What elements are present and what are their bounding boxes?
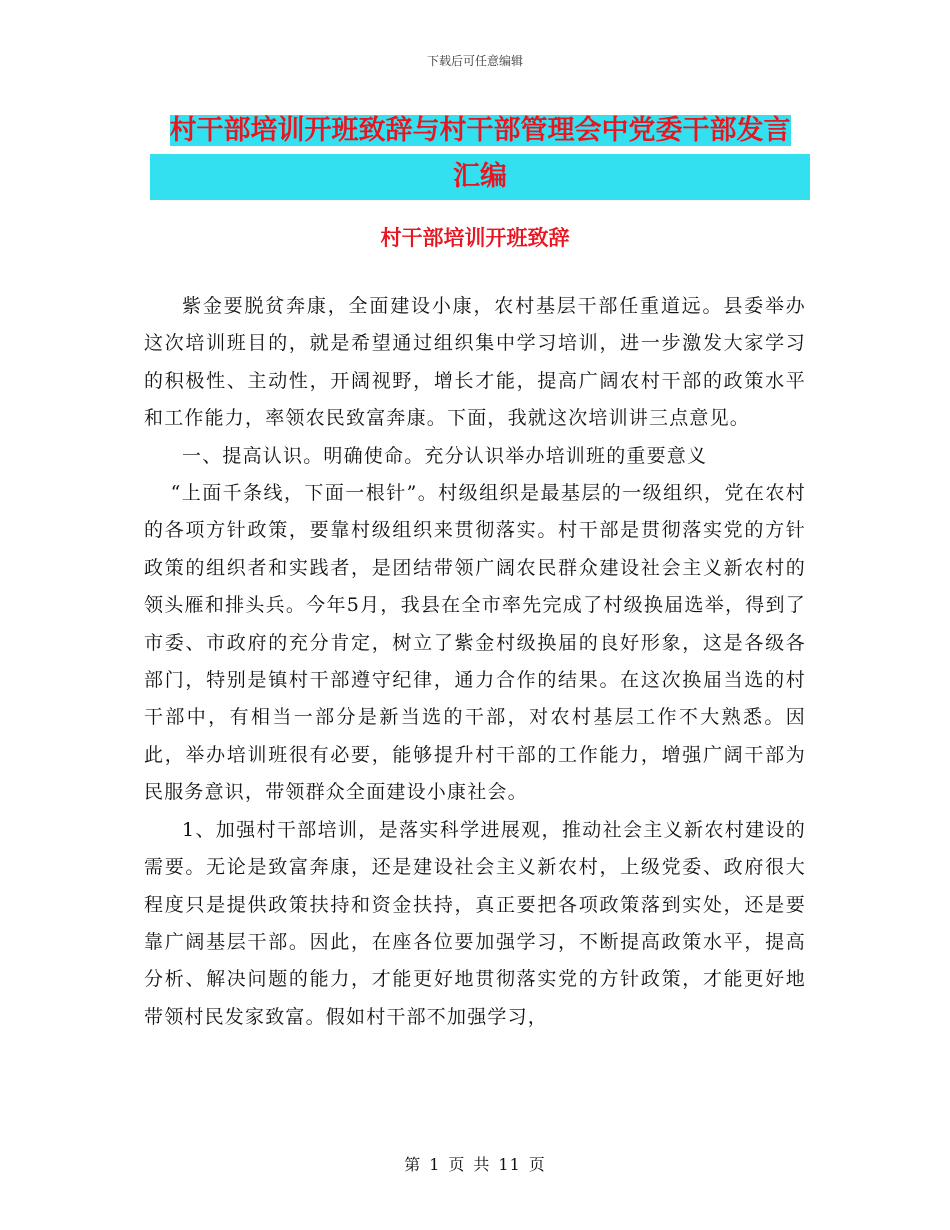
footer-page-number: 1 [429,1155,441,1174]
document-title-line1: 村干部培训开班致辞与村干部管理会中党委干部发言 [169,115,791,146]
paragraph: 紫金要脱贫奔康，全面建设小康，农村基层干部任重道远。县委举办这次培训班目的，就是希望通过组织集中学习培训，进一步激发大家学习的积极性、主动性，开阔视野，增长才能，提高广阔农村干部的政策水平和工作能力，率领农民致富奔康。下面，我就这次培训讲三点意见。 [144,295,806,430]
page-header-note: 下载后可任意编辑 [426,54,523,68]
paragraph: “上面千条线，下面一根针”。村级组织是最基层的一级组织，党在农村的各项方针政策，要靠村级组织来贯彻落实。村干部是贯彻落实党的方针政策的组织者和实践者，是团结带领广阔农民群众建设社会主义新农村的领头雁和排头兵。今年5月，我县在全市率先完成了村级换届选举，得到了市委、市政府的充分肯定，树立了紫金村级换届的良好形象，这是各级各部门，特别是镇村干部遵守纪律，通力合作的结果。在这次换届当选的村干部中，有相当一部分是新当选的干部，对农村基层工作不大熟悉。因此，举办培训班很有必要，能够提升村干部的工作能力，增强广阔干部为民服务意识，带领群众全面建设小康社会。 [144,482,806,804]
footer-label-total-unit: 页 [528,1155,546,1174]
footer-label-total: 共 [473,1155,491,1174]
document-title-line2: 汇编 [453,161,507,192]
footer-label-page: 第 [404,1155,422,1174]
section-title: 村干部培训开班致辞 [380,225,570,250]
page-footer [0,1152,950,1175]
document-body [144,288,806,1036]
paragraph: 1、加强村干部培训，是落实科学进展观，推动社会主义新农村建设的需要。无论是致富奔康，还是建设社会主义新农村，上级党委、政府很大程度只是提供政策扶持和资金扶持，真正要把各项政策落到实处，还是要靠广阔基层干部。因此，在座各位要加强学习，不断提高政策水平，提高分析、解决问题的能力，才能更好地贯彻落实党的方针政策，才能更好地带领村民发家致富。假如村干部不加强学习， [144,818,806,1028]
document-title [150,108,810,200]
footer-total-pages: 11 [498,1155,521,1174]
paragraph-heading: 一、提高认识。明确使命。充分认识举办培训班的重要意义 [182,444,708,467]
footer-label-page-unit: 页 [448,1155,466,1174]
